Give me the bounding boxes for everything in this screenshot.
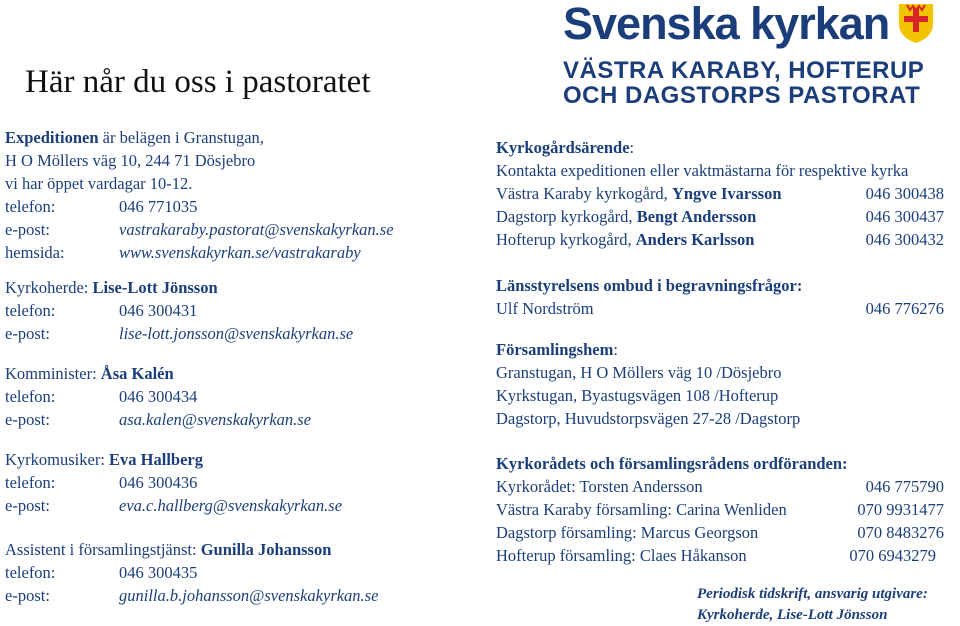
cemetery-person: Yngve Ivarsson [671,184,782,203]
expedition-web-row [5,241,394,264]
staff-role: Kyrkoherde: [5,278,93,297]
email-label: e-post: [5,410,50,429]
staff-email-row [5,322,353,345]
councils-heading: Kyrkorådets och församlingsrådens ordföranden: [496,454,848,473]
staff-email-row [5,584,378,607]
cemetery-place: Dagstorp kyrkogård, [496,207,637,226]
logo-subtitle-line2: OCH DAGSTORPS PASTORAT [563,82,921,109]
council-label: Dagstorp församling: Marcus Georgson [496,523,759,542]
staff-role-row [5,362,311,385]
cemetery-phone: 046 300432 [865,230,944,249]
expedition-web-link[interactable]: www.svenskakyrkan.se/vastrakaraby [119,243,361,262]
cemetery-person: Anders Karlsson [635,230,755,249]
staff-role-row [5,276,353,299]
staff-role-row [5,448,342,471]
phone-label: telefon: [5,387,56,406]
phone-label: telefon: [5,301,56,320]
councils-block [496,452,944,567]
expedition-address: H O Möllers väg 10, 244 71 Dösjebro [5,151,256,170]
council-row [496,475,944,498]
staff-role: Assistent i församlingstjänst: [5,540,201,559]
page-title: Här når du oss i pastoratet [25,64,371,100]
expedition-phone-row [5,195,394,218]
publisher-note [697,584,928,626]
staff-assistent [5,538,378,607]
ombud-row [496,297,944,320]
council-phone: 070 8483276 [857,523,944,542]
cemetery-block [496,136,944,251]
staff-phone-row [5,299,353,322]
staff-komminister [5,362,311,431]
email-label: e-post: [5,586,50,605]
staff-phone: 046 300431 [119,301,198,320]
staff-role-row [5,538,378,561]
staff-phone: 046 300435 [119,563,198,582]
email-label: e-post: [5,324,50,343]
hem-line: Granstugan, H O Möllers väg 10 /Dösjebro [496,363,782,382]
cemetery-phone: 046 300438 [865,184,944,203]
publisher-note-line1: Periodisk tidskrift, ansvarig utgivare: [697,586,928,602]
council-label: Västra Karaby församling: Carina Wenliden [496,500,787,519]
staff-phone: 046 300436 [119,473,198,492]
staff-name: Eva Hallberg [109,450,203,469]
phone-label: telefon: [5,473,56,492]
ombud-name: Ulf Nordström [496,299,594,318]
council-row [496,544,944,567]
staff-phone-row [5,471,342,494]
cemetery-heading-row [496,136,944,159]
council-row [496,521,944,544]
cemetery-place: Västra Karaby kyrkogård, [496,184,672,203]
cemetery-intro: Kontakta expeditionen eller vaktmästarna för respektive kyrka [496,161,909,180]
expedition-email-row [5,218,394,241]
publisher-note-line2: Kyrkoherde, Lise-Lott Jönsson [697,607,888,623]
council-row [496,498,944,521]
staff-email-link[interactable]: asa.kalen@svenskakyrkan.se [119,410,312,429]
council-phone: 046 775790 [865,477,944,496]
cemetery-row [496,228,944,251]
expedition-location: är belägen i Granstugan, [98,128,264,147]
council-label: Kyrkorådet: Torsten Andersson [496,477,703,496]
staff-phone: 046 300434 [119,387,198,406]
expedition-name: Expeditionen [5,128,99,147]
expedition-hours: vi har öppet vardagar 10-12. [5,174,193,193]
hem-line: Dagstorp, Huvudstorpsvägen 27-28 /Dagstorp [496,409,801,428]
hem-line: Kyrkstugan, Byastugsvägen 108 /Hofterup [496,386,779,405]
cemetery-heading-colon: : [629,138,635,157]
staff-role: Kyrkomusiker: [5,450,110,469]
staff-kyrkoherde [5,276,353,345]
cemetery-row [496,205,944,228]
council-label: Hofterup församling: Claes Håkanson [496,546,747,565]
staff-email-row [5,494,342,517]
web-label: hemsida: [5,243,65,262]
staff-phone-row [5,385,311,408]
phone-label: telefon: [5,197,56,216]
church-crest-icon [897,2,935,44]
ombud-heading: Länsstyrelsens ombud i begravningsfrågor: [496,276,803,295]
staff-name: Åsa Kalén [100,364,174,383]
council-phone: 070 9931477 [857,500,944,519]
staff-name: Gunilla Johansson [200,540,332,559]
council-phone: 070 6943279 [849,546,936,565]
expedition-email-link[interactable]: vastrakaraby.pastorat@svenskakyrkan.se [119,220,394,239]
phone-label: telefon: [5,563,56,582]
email-label: e-post: [5,496,50,515]
cemetery-person: Bengt Andersson [636,207,757,226]
cemetery-row [496,182,944,205]
cemetery-heading: Kyrkogårdsärende [496,138,630,157]
staff-phone-row [5,561,378,584]
expedition-intro [5,126,394,149]
staff-kyrkomusiker [5,448,342,517]
staff-email-link[interactable]: gunilla.b.johansson@svenskakyrkan.se [119,586,379,605]
expedition-block [5,126,394,264]
email-label: e-post: [5,220,50,239]
hem-heading-row [496,338,944,361]
staff-name: Lise-Lott Jönsson [92,278,218,297]
hem-heading: Församlingshem [496,340,614,359]
cemetery-place: Hofterup kyrkogård, [496,230,636,249]
ombud-block [496,274,944,320]
staff-role: Komminister: [5,364,101,383]
expedition-phone: 046 771035 [119,197,198,216]
staff-email-link[interactable]: lise-lott.jonsson@svenskakyrkan.se [119,324,354,343]
logo-subtitle-line1: VÄSTRA KARABY, HOFTERUP [563,57,925,84]
staff-email-row [5,408,311,431]
hem-heading-colon: : [613,340,618,359]
hem-block [496,338,944,430]
staff-email-link[interactable]: eva.c.hallberg@svenskakyrkan.se [119,496,343,515]
ombud-phone: 046 776276 [865,299,944,318]
logo-wordmark: Svenska kyrkan [563,0,890,49]
cemetery-phone: 046 300437 [865,207,944,226]
logo-subtitle [563,58,924,108]
